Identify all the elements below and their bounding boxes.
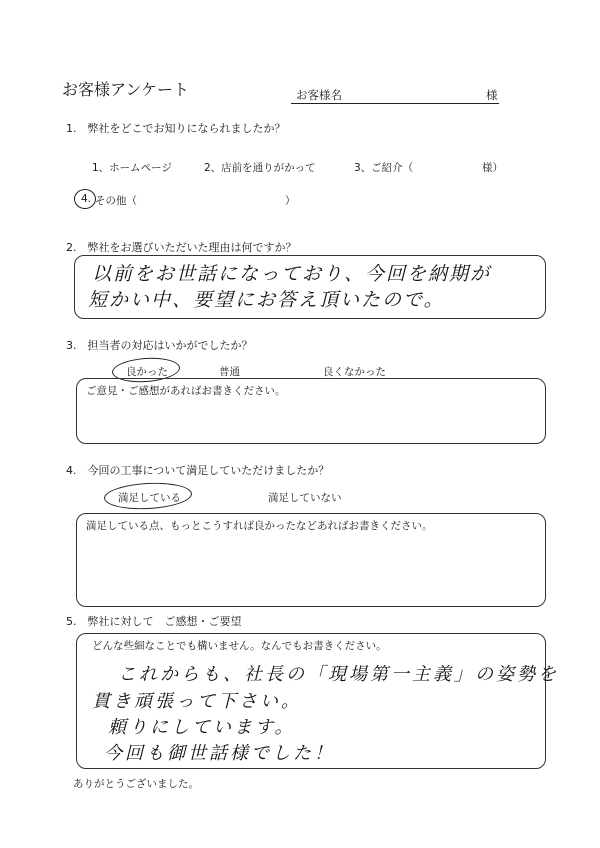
q3-option-bad: 良くなかった	[323, 366, 386, 378]
question-5: 5. 弊社に対して ご感想・ご要望	[66, 615, 242, 628]
q5-handwritten-line-3: 頼りにしています。	[108, 717, 296, 738]
q2-handwritten-line-1: 以前をお世話になっており、今回を納期が	[92, 263, 492, 285]
q1-option-other: その他（	[95, 195, 137, 207]
q1-option-referral: 3、ご紹介（	[354, 162, 414, 174]
q1-option-other-close: ）	[285, 195, 296, 207]
q3-option-good: 良かった	[126, 366, 168, 378]
q4-comment-prompt: 満足している点、もっとこうすれば良かったなどあればお書きください。	[86, 520, 433, 532]
q1-option-passing-by: 2、店前を通りがかって	[204, 162, 316, 174]
customer-name-suffix: 様	[486, 88, 498, 102]
q4-selected-circle	[103, 481, 192, 512]
question-2: 2. 弊社をお選びいただいた理由は何ですか？	[66, 241, 297, 254]
customer-name-label: お客様名	[296, 88, 342, 102]
q5-comment-prompt: どんな些細なことでも構いません。なんでもお書きください。	[92, 640, 387, 652]
q1-selected-circle	[74, 189, 96, 209]
q1-option-referral-suffix: 様）	[482, 162, 503, 174]
q5-handwritten-line-1: これからも、社長の「現場第一主義」の姿勢を	[118, 664, 559, 685]
q1-option-homepage: 1、ホームページ	[92, 162, 172, 174]
q4-option-not-satisfied: 満足していない	[268, 492, 342, 504]
q5-handwritten-line-4: 今回も御世話様でした！	[104, 743, 335, 764]
q2-handwritten-line-2: 短かい中、要望にお答え頂いたので。	[88, 289, 445, 311]
q3-option-average: 普通	[219, 366, 240, 378]
q1-option-other-number: 4.	[81, 193, 92, 205]
q3-comment-prompt: ご意見・ご感想があればお書きください。	[86, 385, 286, 397]
q4-option-satisfied: 満足している	[118, 492, 181, 504]
question-1: 1. 弊社をどこでお知りになられましたか？	[66, 122, 286, 135]
survey-title: お客様アンケート	[62, 80, 190, 99]
question-3: 3. 担当者の対応はいかがでしたか？	[66, 339, 253, 352]
thank-you-note: ありがとうございました。	[73, 778, 199, 790]
question-4: 4. 今回の工事について満足していただけましたか？	[66, 464, 330, 477]
q5-handwritten-line-2: 貫き頑張って下さい。	[92, 691, 302, 712]
customer-name-line	[291, 103, 499, 104]
